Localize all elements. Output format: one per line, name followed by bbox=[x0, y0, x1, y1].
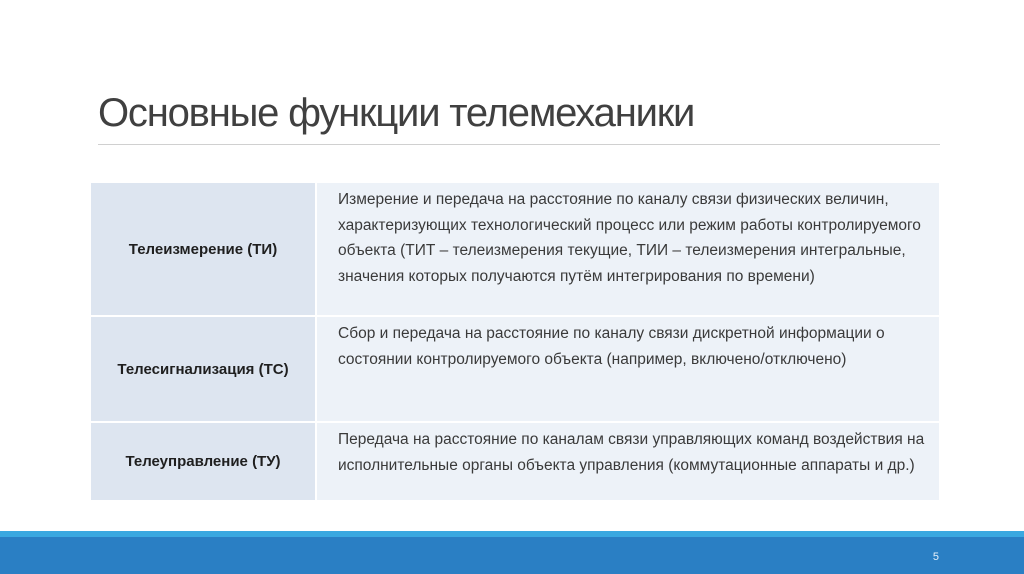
table-row bbox=[91, 183, 939, 315]
page-number: 5 bbox=[932, 551, 939, 563]
row-description-telecontrol: Передача на расстояние по каналам связи управляющих команд воздействия на исполнительные органы объекта управления (коммутационные аппараты и др.) bbox=[317, 423, 939, 500]
table-row bbox=[91, 317, 939, 421]
row-label-telemetry: Телеизмерение (ТИ) bbox=[91, 183, 315, 315]
row-description-telemetry: Измерение и передача на расстояние по каналу связи физических величин, характеризующих технологический процесс или режим работы контролируемого объекта (ТИТ – телеизмерения текущие, ТИИ – телеизмерения интегральные, значения которых получаются путём интегрирования по времени) bbox=[317, 183, 939, 315]
footer-bar bbox=[0, 537, 1024, 574]
functions-table bbox=[91, 183, 939, 500]
title-divider bbox=[98, 144, 940, 145]
table-row bbox=[91, 423, 939, 500]
row-label-telesignaling: Телесигнализация (ТС) bbox=[91, 317, 315, 421]
row-description-telesignaling: Сбор и передача на расстояние по каналу связи дискретной информации о состоянии контролируемого объекта (например, включено/отключено) bbox=[317, 317, 939, 421]
slide-title: Основные функции телемеханики bbox=[98, 91, 695, 135]
row-label-telecontrol: Телеуправление (ТУ) bbox=[91, 423, 315, 500]
